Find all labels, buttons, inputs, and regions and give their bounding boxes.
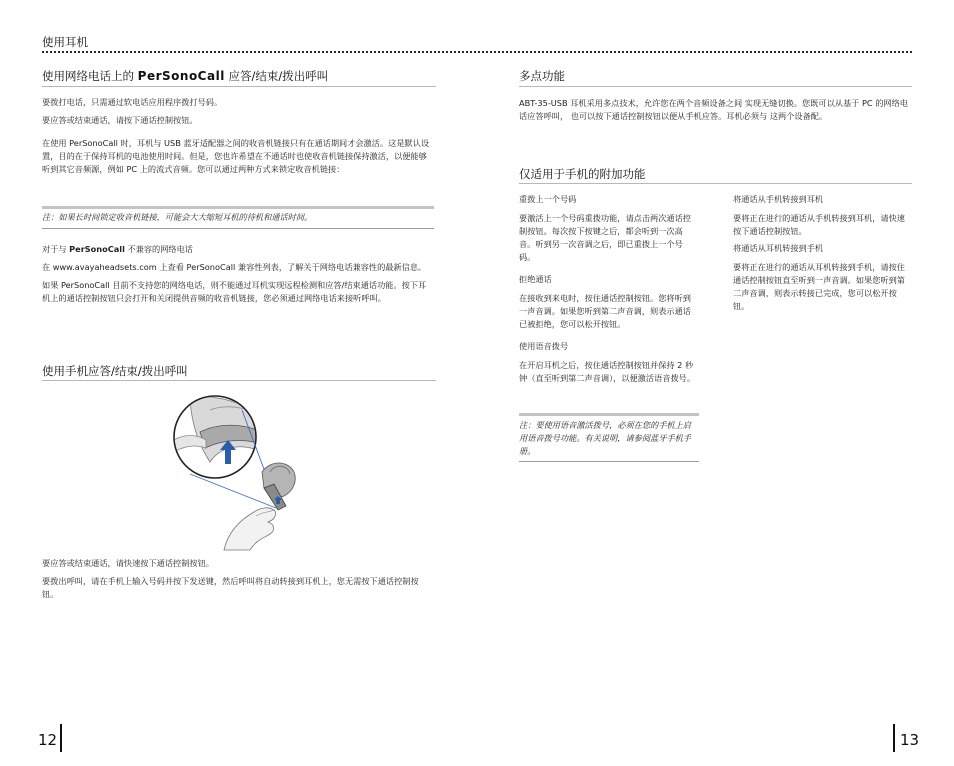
feature-heading: 将通话从耳机转接到手机 bbox=[733, 243, 824, 253]
feature-column-2 bbox=[733, 193, 911, 318]
paragraph: 要拨打电话，只需通过软电话应用程序拨打号码。 bbox=[42, 97, 223, 107]
title-suffix: 应答/结束/拨出呼叫 bbox=[224, 69, 329, 83]
note-top-bar bbox=[42, 206, 434, 209]
note-top-bar bbox=[519, 413, 699, 416]
paragraph: 要将正在进行的通话从耳机转接到手机，请按住通话控制按钮直至听到一声音调。如果您听到第二声音调，则表示转接已完成，您可以松开按钮。 bbox=[733, 262, 905, 311]
page-number-divider bbox=[893, 724, 895, 752]
section-title-mobile: 使用手机应答/结束/拨出呼叫 bbox=[42, 364, 188, 378]
page-number-divider bbox=[60, 724, 62, 752]
brand-text: PerSonoCall bbox=[69, 244, 125, 254]
paragraph: 在使用 PerSonoCall 时，耳机与 USB 蓝牙适配器之间的收音机链接只有在通话期间才会激活。这是默认设置，目的在于保持耳机的电池使用时间。但是，您也许希望在不通话时也使收音机链接保持激活，以便能够听到其它音频源，例如 PC 上的流式音频。您可以通过两种方式来锁定收音机链接： bbox=[42, 138, 430, 174]
title-prefix: 使用网络电话上的 bbox=[42, 69, 138, 83]
paragraph: 如果 PerSonoCall 目前不支持您的网络电话，则不能通过耳机实现远程检测和应答/结束通话功能。按下耳机上的通话控制按钮只会打开和关闭提供音频的收音机链接，您必须通过网络电话来接听呼叫。 bbox=[42, 280, 427, 303]
brand-personocall: PerSonoCall bbox=[137, 69, 225, 83]
paragraph: 要应答或结束通话，请快速按下通话控制按钮。 bbox=[42, 558, 214, 568]
hand-illustration bbox=[224, 508, 276, 550]
paragraph: 要将正在进行的通话从手机转接到耳机，请快速按下通话控制按钮。 bbox=[733, 213, 905, 236]
title-rule bbox=[42, 380, 436, 381]
paragraph: 在接收到来电时，按住通话控制按钮。您将听到一声音调。如果您听到第二声音调，则表示通话已被拒绝，您可以松开按钮。 bbox=[519, 293, 691, 329]
feature-heading: 将通话从手机转接到耳机 bbox=[733, 194, 824, 204]
paragraph: 要激活上一个号码重拨功能，请点击两次通话控制按钮。每次按下按键之后，都会听到一次高音。听到另一次音调之后，即已重拨上一个号码。 bbox=[519, 213, 691, 262]
section-body bbox=[42, 96, 434, 181]
section-title-multipoint: 多点功能 bbox=[519, 69, 565, 83]
feature-heading: 使用语音拨号 bbox=[519, 341, 569, 351]
paragraph bbox=[42, 243, 434, 256]
text: 对于与 bbox=[42, 244, 70, 254]
section-body bbox=[42, 557, 434, 606]
page-number-left: 12 bbox=[38, 731, 58, 749]
note-text: 注：如果长时间锁定收音机链接，可能会大大缩短耳机的待机和通话时间。 bbox=[42, 212, 313, 222]
section-title-personocall bbox=[42, 68, 436, 84]
section-body bbox=[519, 97, 910, 128]
paragraph: 在开启耳机之后，按住通话控制按钮并保持 2 秒钟（直至听到第二声音调），以便激活语音拨号。 bbox=[519, 360, 696, 383]
text: 不兼容的网络电话 bbox=[124, 244, 193, 254]
title-rule bbox=[42, 86, 436, 87]
feature-heading: 重拨上一个号码 bbox=[519, 194, 577, 204]
headset-button-press-illustration bbox=[170, 392, 320, 552]
paragraph: 要应答或结束通话，请按下通话控制按钮。 bbox=[42, 115, 198, 125]
paragraph: 在 www.avayaheadsets.com 上查看 PerSonoCall 兼容性列表，了解关于网络电话兼容性的最新信息。 bbox=[42, 262, 427, 272]
note-text: 注：要使用语音激活拨号，必须在您的手机上启用语音拨号功能。有关说明，请参阅蓝牙手机手册。 bbox=[519, 420, 691, 456]
title-rule bbox=[519, 86, 912, 87]
feature-heading: 拒绝通话 bbox=[519, 274, 552, 284]
note-bottom-rule bbox=[519, 461, 699, 462]
header-dotted-rule bbox=[42, 51, 912, 53]
section-title-mobile-extra: 仅适用于手机的附加功能 bbox=[519, 167, 646, 181]
paragraph: ABT-35-USB 耳机采用多点技术，允许您在两个音频设备之间 实现无缝切换。您既可以从基于 PC 的网络电话应答呼叫， 也可以按下通话控制按钮以便从手机应答。耳机必须与 这两个设备配。 bbox=[519, 98, 908, 121]
page-number-right: 13 bbox=[900, 731, 920, 749]
note-bottom-rule bbox=[42, 228, 434, 229]
feature-column-1 bbox=[519, 193, 699, 390]
header-title: 使用耳机 bbox=[42, 35, 88, 49]
title-rule bbox=[519, 183, 912, 184]
paragraph: 要拨出呼叫，请在手机上输入号码并按下发送键，然后呼叫将自动转接到耳机上，您无需按下通话控制按钮。 bbox=[42, 576, 419, 599]
section-body bbox=[42, 243, 434, 310]
